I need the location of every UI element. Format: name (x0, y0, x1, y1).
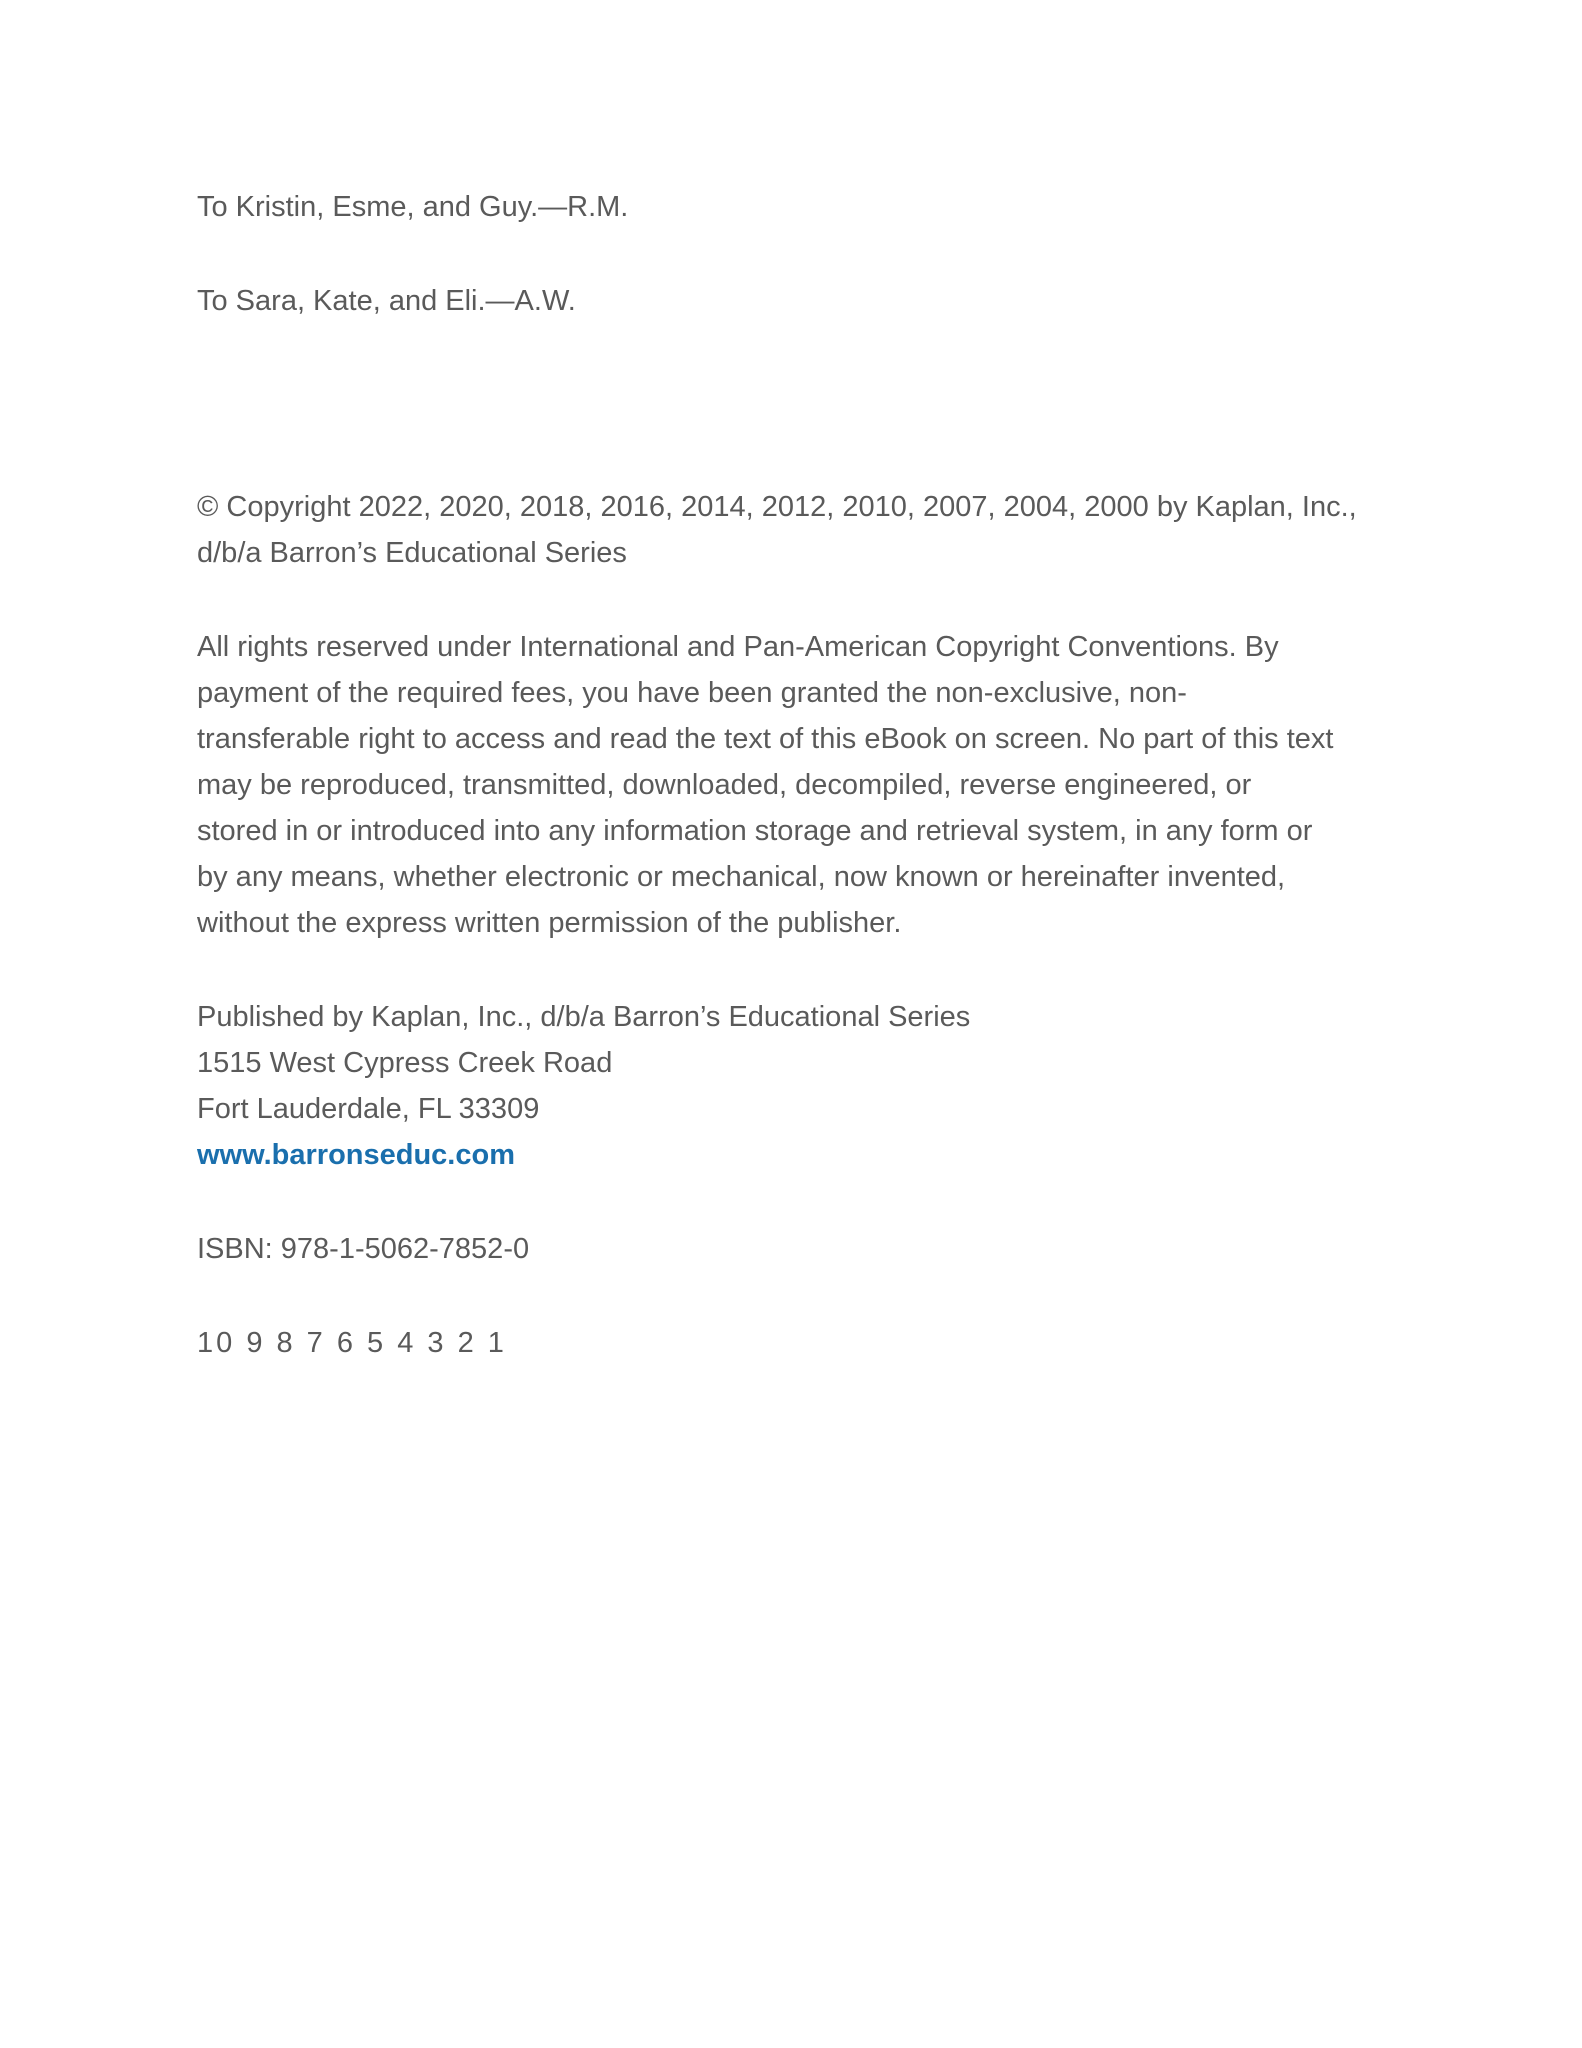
copyright-notice (197, 484, 1397, 576)
copyright-line-2: d/b/a Barron’s Educational Series (197, 537, 627, 569)
rights-line: payment of the required fees, you have been granted the non-exclusive, non- (197, 677, 1187, 709)
publisher-website-link[interactable]: www.barronseduc.com (197, 1139, 515, 1171)
printing-line: 10 9 8 7 6 5 4 3 2 1 (197, 1327, 507, 1359)
copyright-line-1: © Copyright 2022, 2020, 2018, 2016, 2014, 2012, 2010, 2007, 2004, 2000 by Kaplan, Inc., (197, 491, 1357, 523)
rights-line: All rights reserved under International and Pan-American Copyright Conventions. By (197, 631, 1279, 663)
rights-line: without the express written permission of the publisher. (197, 907, 902, 939)
rights-statement (197, 624, 1397, 946)
publisher-street: 1515 West Cypress Creek Road (197, 1047, 613, 1079)
dedication-aw: To Sara, Kate, and Eli.—A.W. (197, 285, 576, 317)
publisher-name: Published by Kaplan, Inc., d/b/a Barron’s Educational Series (197, 1001, 971, 1033)
publisher-info (197, 994, 1397, 1178)
dedication-rm: To Kristin, Esme, and Guy.—R.M. (197, 191, 629, 223)
rights-line: by any means, whether electronic or mechanical, now known or hereinafter invented, (197, 861, 1286, 893)
rights-line: may be reproduced, transmitted, downloaded, decompiled, reverse engineered, or (197, 769, 1252, 801)
copyright-page (197, 184, 1397, 1366)
rights-line: transferable right to access and read the text of this eBook on screen. No part of this text (197, 723, 1334, 755)
isbn: ISBN: 978-1-5062-7852-0 (197, 1233, 530, 1265)
publisher-city: Fort Lauderdale, FL 33309 (197, 1093, 540, 1125)
rights-line: stored in or introduced into any information storage and retrieval system, in any form or (197, 815, 1313, 847)
